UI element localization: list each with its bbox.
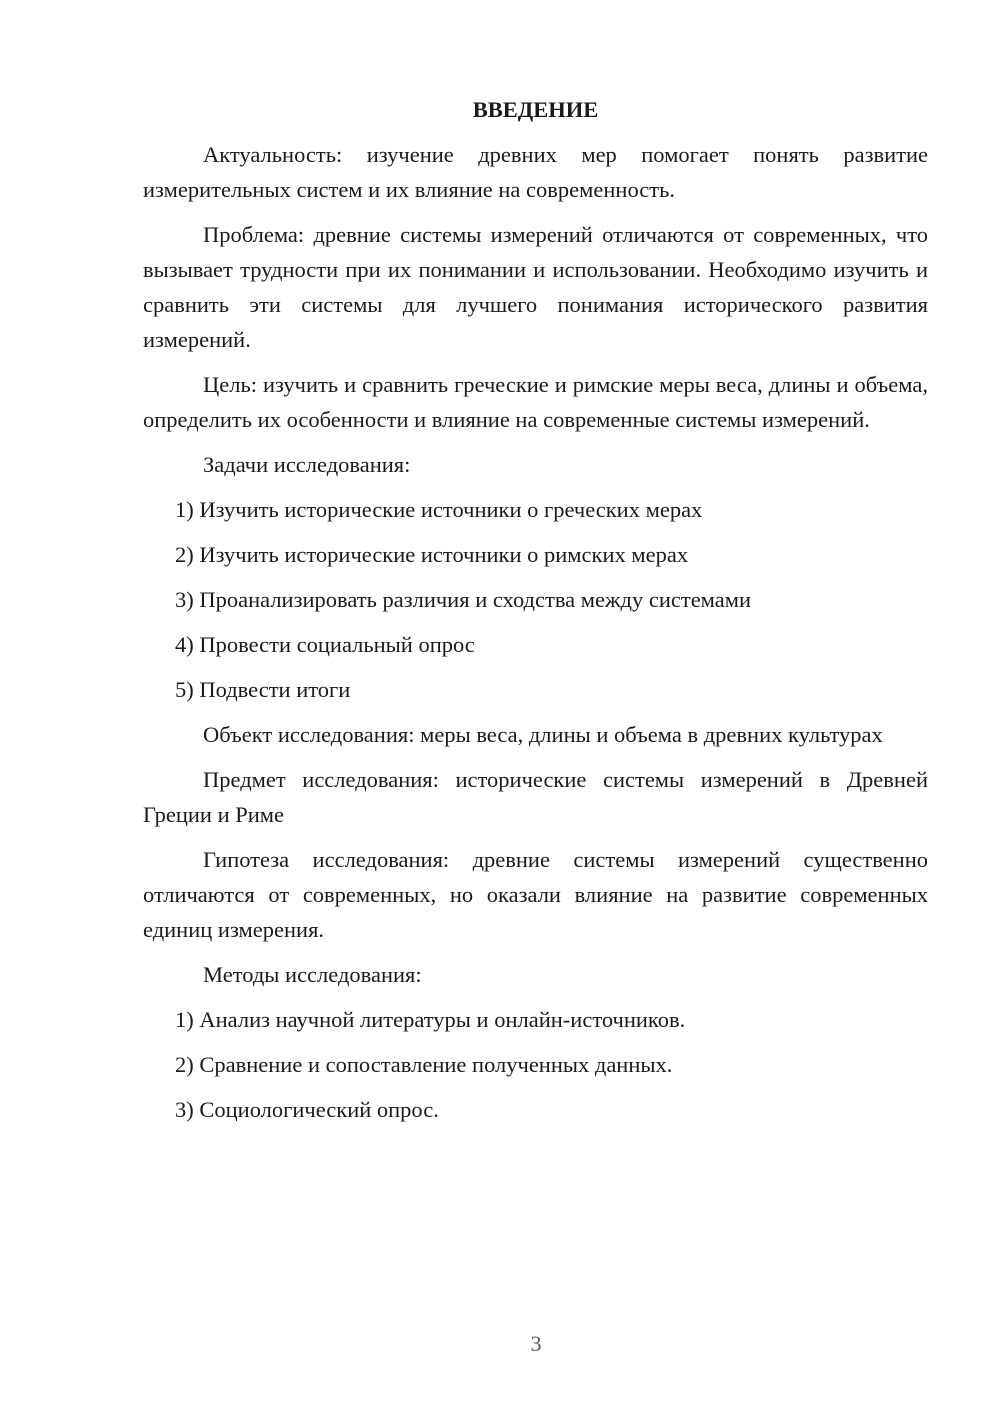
task-item: 3) Проанализировать различия и сходства между системами — [175, 587, 752, 612]
method-item: 3) Социологический опрос. — [175, 1097, 439, 1122]
relevance-paragraph: Актуальность: изучение древних мер помогает понять развитие измерительных систем и их влияние на современность. — [143, 142, 928, 202]
tasks-heading: Задачи исследования: — [203, 452, 411, 477]
page-number: 3 — [530, 1331, 542, 1356]
tasks-list — [143, 492, 928, 707]
page-title: ВВЕДЕНИЕ — [472, 97, 599, 122]
task-item: 2) Изучить исторические источники о римских мерах — [175, 542, 689, 567]
task-item: 4) Провести социальный опрос — [175, 632, 475, 657]
methods-heading: Методы исследования: — [203, 962, 422, 987]
method-item: 1) Анализ научной литературы и онлайн-источников. — [175, 1007, 686, 1032]
problem-paragraph: Проблема: древние системы измерений отличаются от современных, что вызывает трудности при их понимании и использовании. Необходимо изучить и сравнить эти системы для лучшего понимания исторического развития измерений. — [143, 222, 928, 352]
task-item: 1) Изучить исторические источники о греческих мерах — [175, 497, 703, 522]
object-paragraph: Объект исследования: меры веса, длины и объема в древних культурах — [203, 722, 883, 747]
goal-paragraph: Цель: изучить и сравнить греческие и римские меры веса, длины и объема, определить их особенности и влияние на современные системы измерений. — [143, 372, 928, 432]
subject-paragraph: Предмет исследования: исторические системы измерений в Древней Греции и Риме — [143, 767, 928, 827]
hypothesis-paragraph: Гипотеза исследования: древние системы измерений существенно отличаются от современных, но оказали влияние на развитие современных единиц измерения. — [143, 847, 928, 942]
task-item: 5) Подвести итоги — [175, 677, 351, 702]
document-page — [143, 92, 928, 1137]
methods-list — [143, 1002, 928, 1127]
method-item: 2) Сравнение и сопоставление полученных данных. — [175, 1052, 673, 1077]
